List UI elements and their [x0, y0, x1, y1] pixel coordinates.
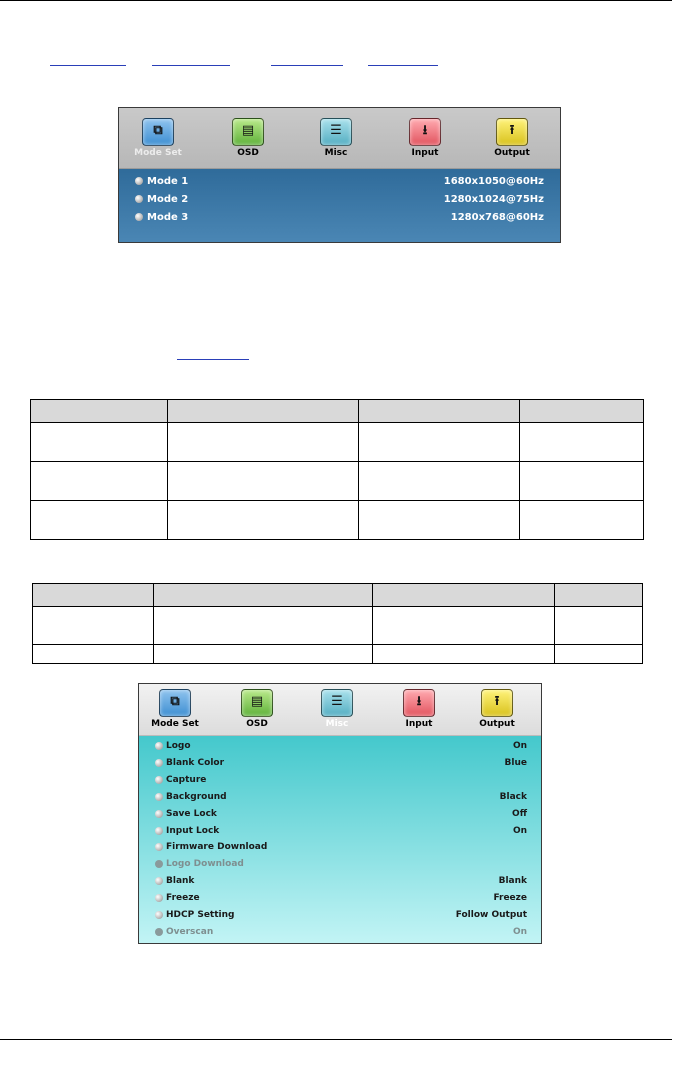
footer-rule [0, 1039, 672, 1040]
bullet-icon [155, 810, 163, 818]
bullet-icon [155, 742, 163, 750]
tab-label: Misc [325, 719, 349, 729]
tab-label: Misc [324, 148, 348, 158]
tab-label: Mode Set [151, 719, 199, 729]
table-row [33, 645, 643, 664]
list-item[interactable]: Mode 2 1280x1024@75Hz [135, 194, 544, 212]
bullet-icon [155, 776, 163, 784]
table-row [31, 462, 644, 501]
tab-label: Input [411, 148, 439, 158]
table-2 [32, 583, 643, 664]
list-item-firmware-download[interactable]: Firmware Download [155, 842, 527, 858]
bullet-icon [135, 177, 143, 185]
mode-set-icon: ⧉ [159, 689, 191, 717]
bullet-icon [135, 213, 143, 221]
tab-label: Mode Set [134, 148, 182, 158]
osd-icon: ▤ [241, 689, 273, 717]
tab-input[interactable] [391, 689, 447, 729]
list-item-logo[interactable]: Logo On [155, 741, 527, 757]
osd-tab-bar [139, 684, 541, 736]
input-icon: ⭳ [403, 689, 435, 717]
bullet-icon [155, 759, 163, 767]
list-item-blank[interactable]: Blank Blank [155, 876, 527, 892]
list-item-save-lock[interactable]: Save Lock Off [155, 809, 527, 825]
list-item-logo-download: Logo Download [155, 859, 527, 875]
tab-osd[interactable] [229, 689, 285, 729]
tab-output[interactable] [485, 118, 539, 158]
bullet-icon [135, 195, 143, 203]
list-item-blank-color[interactable]: Blank Color Blue [155, 758, 527, 774]
bullet-icon [155, 860, 163, 868]
tab-output[interactable] [469, 689, 525, 729]
tab-misc[interactable] [309, 118, 363, 158]
osd-misc-panel [138, 683, 542, 944]
tab-label: Output [479, 719, 515, 729]
mode-set-icon: ⧉ [142, 118, 174, 146]
tab-label: OSD [246, 719, 268, 729]
bullet-icon [155, 793, 163, 801]
bullet-icon [155, 827, 163, 835]
list-item[interactable]: Mode 3 1280x768@60Hz [135, 212, 544, 230]
mode-list [119, 169, 560, 242]
list-item-input-lock[interactable]: Input Lock On [155, 826, 527, 842]
misc-icon: ☰ [320, 118, 352, 146]
output-icon: ⭱ [496, 118, 528, 146]
osd-icon: ▤ [232, 118, 264, 146]
osd-tab-bar [119, 108, 560, 169]
tab-misc[interactable] [309, 689, 365, 729]
osd-mode-set-panel [118, 107, 561, 243]
link-underline-2[interactable] [152, 65, 230, 66]
tab-input[interactable] [398, 118, 452, 158]
table-row [31, 501, 644, 540]
table-row [31, 423, 644, 462]
list-item-overscan: Overscan On [155, 927, 527, 943]
bullet-icon [155, 877, 163, 885]
input-icon: ⭳ [409, 118, 441, 146]
tab-osd[interactable] [221, 118, 275, 158]
list-item-hdcp-setting[interactable]: HDCP Setting Follow Output [155, 910, 527, 926]
link-underline-1[interactable] [50, 65, 126, 66]
output-icon: ⭱ [481, 689, 513, 717]
bullet-icon [155, 928, 163, 936]
misc-icon: ☰ [321, 689, 353, 717]
list-item-background[interactable]: Background Black [155, 792, 527, 808]
misc-settings-list [139, 736, 541, 943]
tab-label: Output [494, 148, 530, 158]
bullet-icon [155, 843, 163, 851]
header-rule [0, 0, 672, 1]
list-item-freeze[interactable]: Freeze Freeze [155, 893, 527, 909]
list-item-capture[interactable]: Capture [155, 775, 527, 791]
link-underline-3[interactable] [271, 65, 343, 66]
bullet-icon [155, 911, 163, 919]
list-item[interactable]: Mode 1 1680x1050@60Hz [135, 176, 544, 194]
tab-label: Input [405, 719, 433, 729]
tab-mode-set[interactable] [131, 118, 185, 158]
tab-mode-set[interactable] [147, 689, 203, 729]
table-1 [30, 399, 644, 540]
link-underline-4[interactable] [368, 65, 438, 66]
table-header-row [33, 584, 643, 607]
tab-label: OSD [237, 148, 259, 158]
table-row [33, 607, 643, 645]
link-underline-5[interactable] [177, 359, 249, 360]
bullet-icon [155, 894, 163, 902]
table-header-row [31, 400, 644, 423]
